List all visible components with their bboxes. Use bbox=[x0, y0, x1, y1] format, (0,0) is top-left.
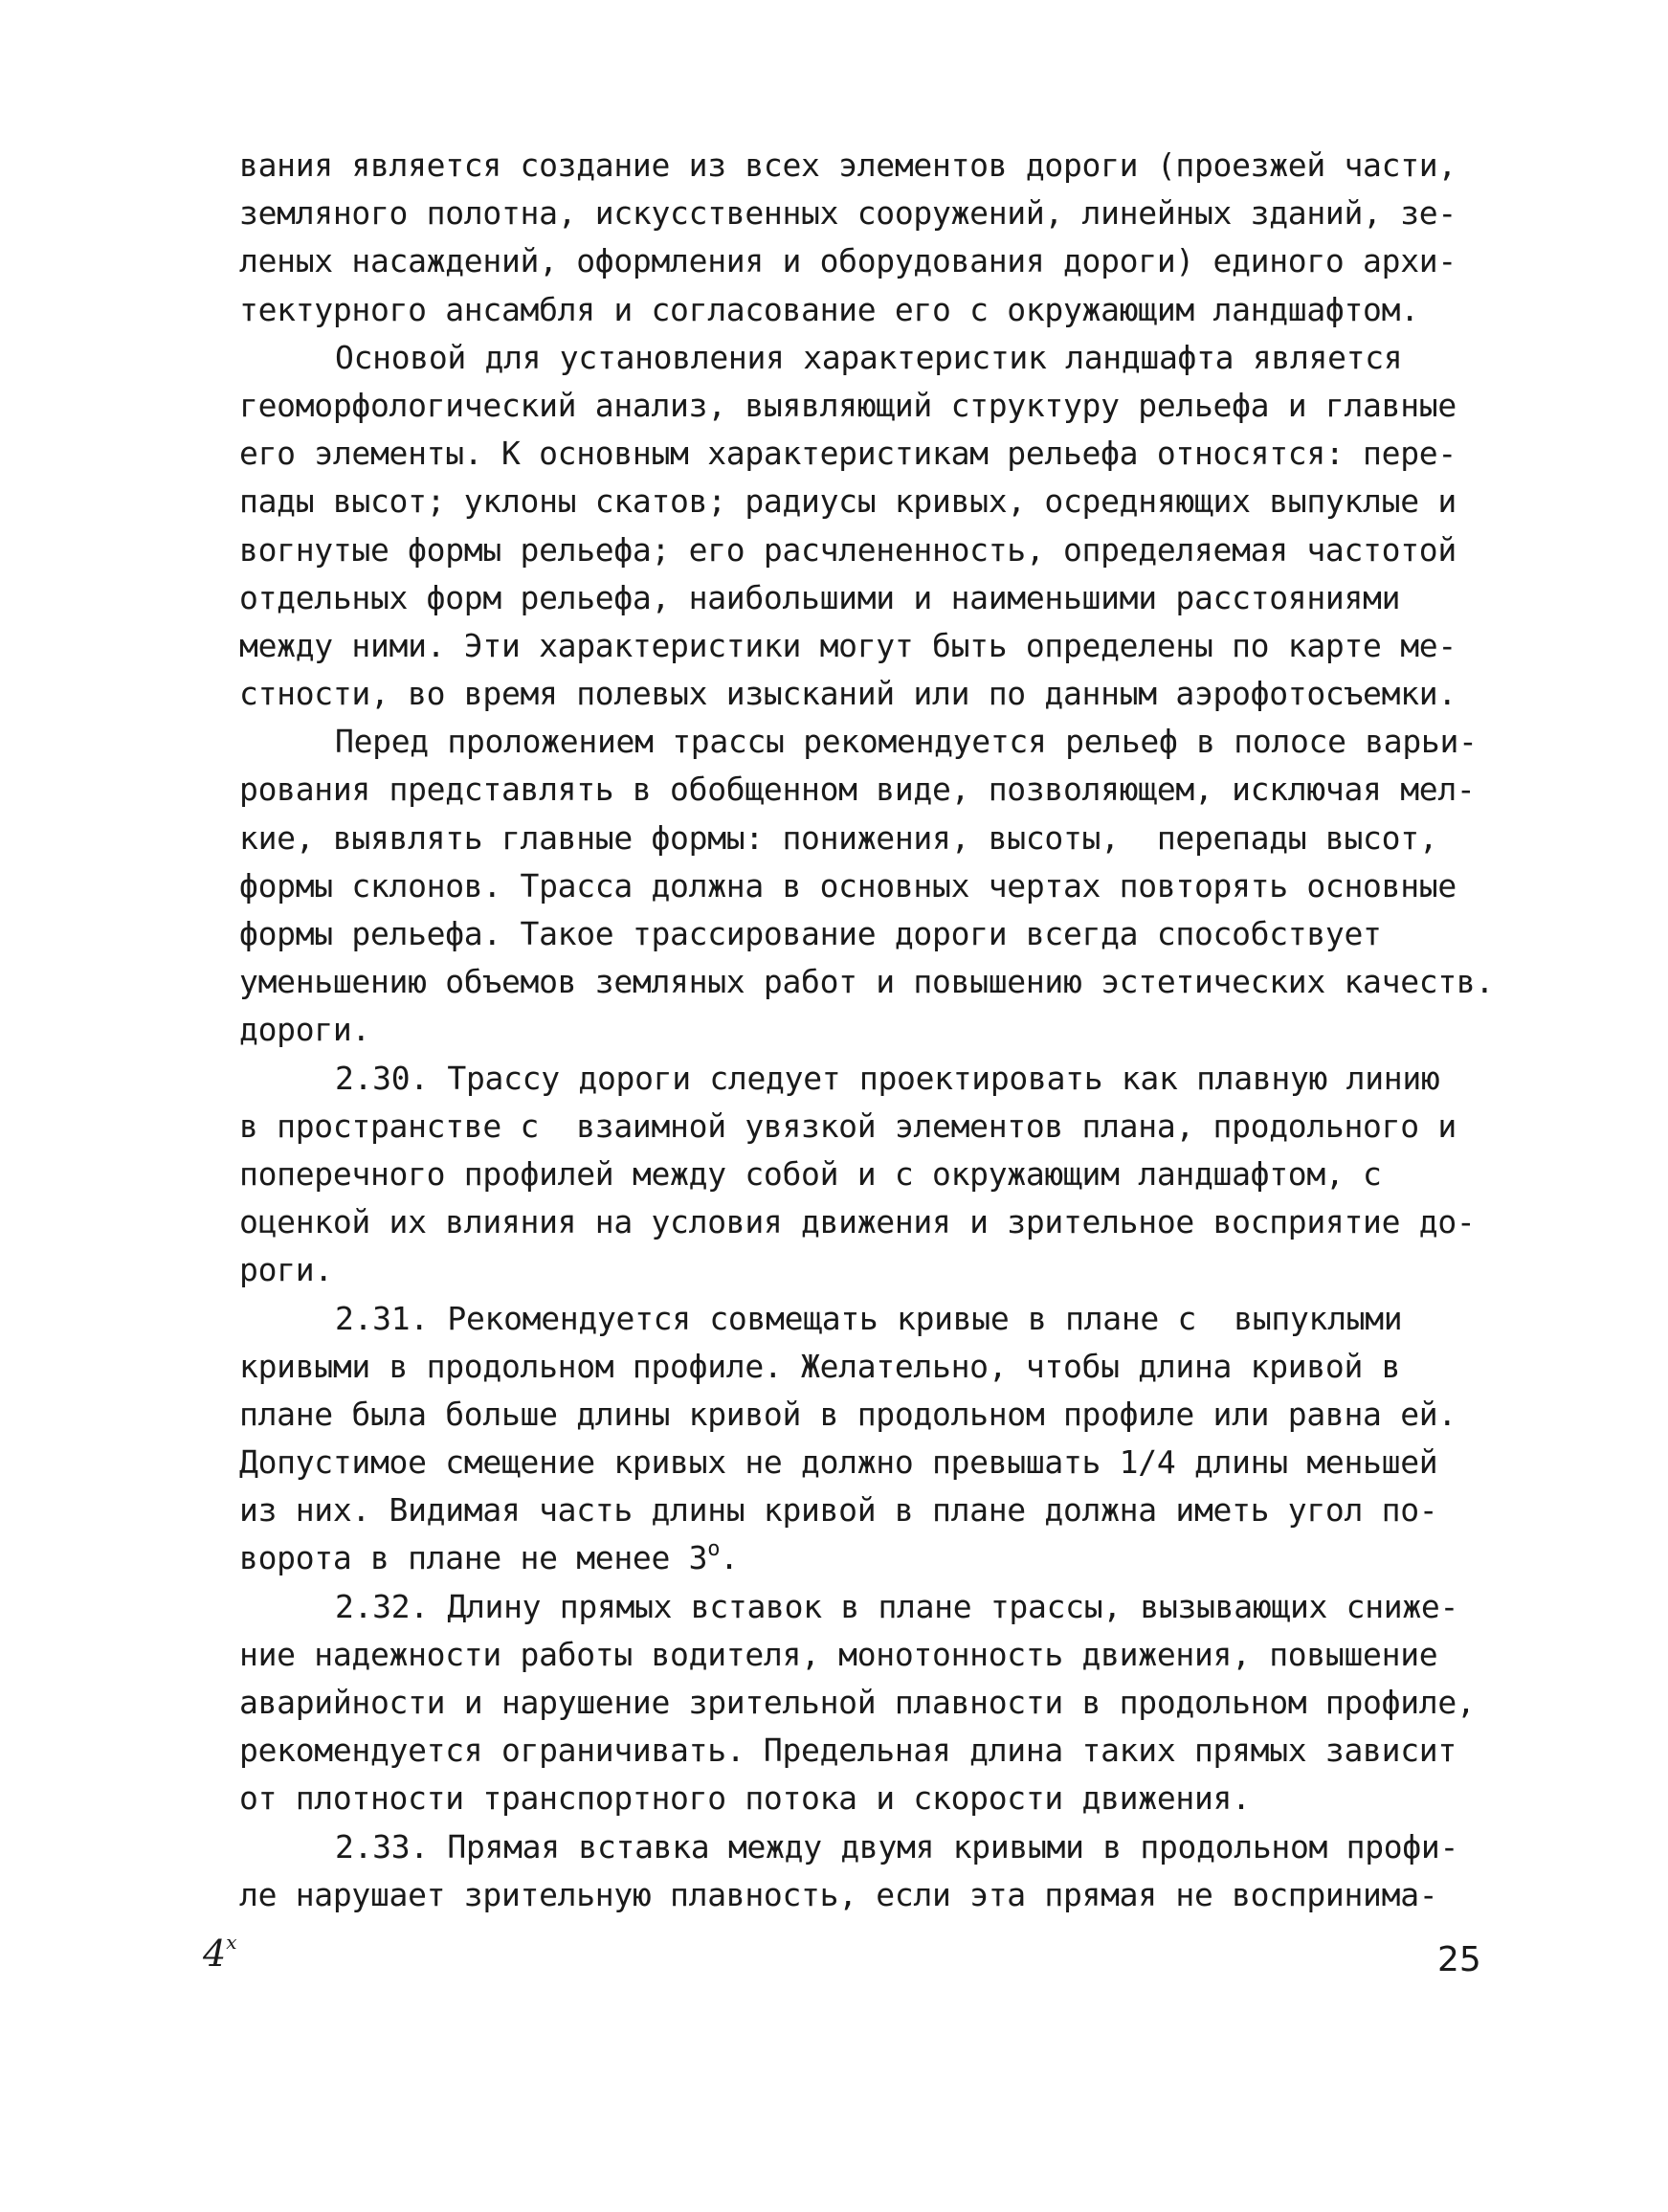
sheet-mark-superscript: x bbox=[226, 1931, 237, 1954]
text-line-content: формы рельефа. Такое трассирование дороги всегда способствует bbox=[239, 915, 1382, 952]
text-line bbox=[239, 1486, 1512, 1534]
text-line bbox=[239, 478, 1512, 525]
text-line-content: геоморфологический анализ, выявляющий структуру рельефа и главные bbox=[239, 386, 1457, 424]
text-line bbox=[239, 1198, 1512, 1246]
text-line bbox=[239, 574, 1512, 622]
text-line bbox=[239, 1103, 1512, 1151]
text-line bbox=[239, 815, 1512, 862]
text-line bbox=[239, 670, 1512, 718]
text-line-content: 2.33. Прямая вставка между двумя кривыми в продольном профи- bbox=[335, 1827, 1459, 1866]
text-line-content: его элементы. К основным характеристикам рельефа относятся: пере- bbox=[239, 435, 1457, 473]
text-line-content: в пространстве с взаимной увязкой элементов плана, продольного и bbox=[239, 1106, 1457, 1145]
text-line bbox=[239, 142, 1512, 190]
text-line-content: Допустимое смещение кривых не должно превышать 1/4 длины меньшей bbox=[239, 1443, 1438, 1482]
text-line bbox=[239, 1151, 1512, 1198]
text-line bbox=[239, 286, 1512, 334]
text-line bbox=[239, 1246, 1512, 1294]
text-line-content: 2.31. Рекомендуется совмещать кривые в плане с выпуклыми bbox=[335, 1299, 1403, 1337]
text-line bbox=[239, 1534, 1512, 1582]
text-line-content: 2.32. Длину прямых вставок в плане трассы, вызывающих сниже- bbox=[335, 1587, 1459, 1625]
body-text bbox=[239, 142, 1512, 1919]
text-line-content: формы склонов. Трасса должна в основных чертах повторять основные bbox=[239, 866, 1457, 905]
text-line bbox=[239, 958, 1512, 1006]
sheet-mark-number: 4 bbox=[203, 1933, 227, 1975]
text-line bbox=[239, 526, 1512, 574]
text-line-content: ние надежности работы водителя, монотонность движения, повышение bbox=[239, 1635, 1438, 1673]
text-line bbox=[239, 430, 1512, 478]
text-line-suffix: . bbox=[720, 1539, 739, 1577]
text-line bbox=[239, 1775, 1512, 1822]
text-line bbox=[239, 1679, 1512, 1727]
text-line bbox=[239, 1439, 1512, 1486]
text-line bbox=[239, 382, 1512, 430]
text-line bbox=[239, 1343, 1512, 1391]
page-number: 25 bbox=[1437, 1940, 1481, 1979]
text-line bbox=[239, 334, 1512, 382]
text-line-content: пады высот; уклоны скатов; радиусы кривых, осредняющих выпуклые и bbox=[239, 482, 1457, 521]
text-line-content: от плотности транспортного потока и скорости движения. bbox=[239, 1779, 1251, 1818]
text-line-content: между ними. Эти характеристики могут быть определены по карте ме- bbox=[239, 626, 1457, 664]
text-line-content: поперечного профилей между собой и с окружающим ландшафтом, с bbox=[239, 1154, 1382, 1193]
text-line-content: рования представлять в обобщенном виде, позволяющем, исключая мел- bbox=[239, 771, 1476, 809]
text-line bbox=[239, 1727, 1512, 1775]
text-line-content: ле нарушает зрительную плавность, если эта прямая не воспринима- bbox=[239, 1875, 1438, 1913]
text-line-content: кие, выявлять главные формы: понижения, высоты, перепады высот, bbox=[239, 818, 1438, 857]
text-line bbox=[239, 237, 1512, 285]
text-line-content: плане была больше длины кривой в продольном профиле или равна ей. bbox=[239, 1395, 1457, 1433]
text-line bbox=[239, 190, 1512, 237]
text-line bbox=[239, 766, 1512, 814]
text-line-content: ворота в плане не менее 3 bbox=[239, 1539, 708, 1577]
text-line-content: роги. bbox=[239, 1251, 333, 1289]
text-line-content: тектурного ансамбля и согласование его с окружающим ландшафтом. bbox=[239, 290, 1419, 328]
text-line-content: уменьшению объемов земляных работ и повышению эстетических качеств. bbox=[239, 963, 1495, 1001]
text-line bbox=[239, 862, 1512, 910]
degree-superscript: o bbox=[707, 1537, 721, 1562]
text-line-content: стности, во время полевых изысканий или по данным аэрофотосъемки. bbox=[239, 675, 1457, 713]
text-line-content: леных насаждений, оформления и оборудования дороги) единого архи- bbox=[239, 242, 1457, 280]
text-line-content: оценкой их влияния на условия движения и зрительное восприятие до- bbox=[239, 1203, 1476, 1241]
text-line-content: 2.30. Трассу дороги следует проектировать как плавную линию bbox=[335, 1059, 1440, 1097]
text-line bbox=[239, 1823, 1512, 1871]
text-line bbox=[239, 1583, 1512, 1631]
text-line-content: рекомендуется ограничивать. Предельная длина таких прямых зависит bbox=[239, 1732, 1457, 1770]
text-line-content: Перед проложением трассы рекомендуется рельеф в полосе варьи- bbox=[335, 723, 1478, 761]
text-line bbox=[239, 718, 1512, 766]
text-line-content: отдельных форм рельефа, наибольшими и наименьшими расстояниями bbox=[239, 578, 1401, 616]
text-line-content: вания является создание из всех элементов дороги (проезжей части, bbox=[239, 146, 1457, 184]
text-line-content: дороги. bbox=[239, 1011, 370, 1049]
text-line-content: земляного полотна, искусственных сооружений, линейных зданий, зе- bbox=[239, 194, 1457, 233]
text-line-content: аварийности и нарушение зрительной плавности в продольном профиле, bbox=[239, 1684, 1476, 1721]
text-line bbox=[239, 1631, 1512, 1679]
text-line-content: кривыми в продольном профиле. Желательно, чтобы длина кривой в bbox=[239, 1347, 1401, 1385]
text-line bbox=[239, 1295, 1512, 1343]
text-line bbox=[239, 910, 1512, 958]
text-line bbox=[239, 622, 1512, 670]
text-line bbox=[239, 1391, 1512, 1439]
text-line bbox=[239, 1871, 1512, 1919]
text-line-content: вогнутые формы рельефа; его расчлененность, определяемая частотой bbox=[239, 530, 1457, 569]
text-line-content: из них. Видимая часть длины кривой в плане должна иметь угол по- bbox=[239, 1491, 1438, 1530]
text-line bbox=[239, 1006, 1512, 1054]
sheet-mark bbox=[203, 1931, 237, 1975]
text-line-content: Основой для установления характеристик ландшафта является bbox=[335, 338, 1403, 376]
text-line bbox=[239, 1055, 1512, 1103]
